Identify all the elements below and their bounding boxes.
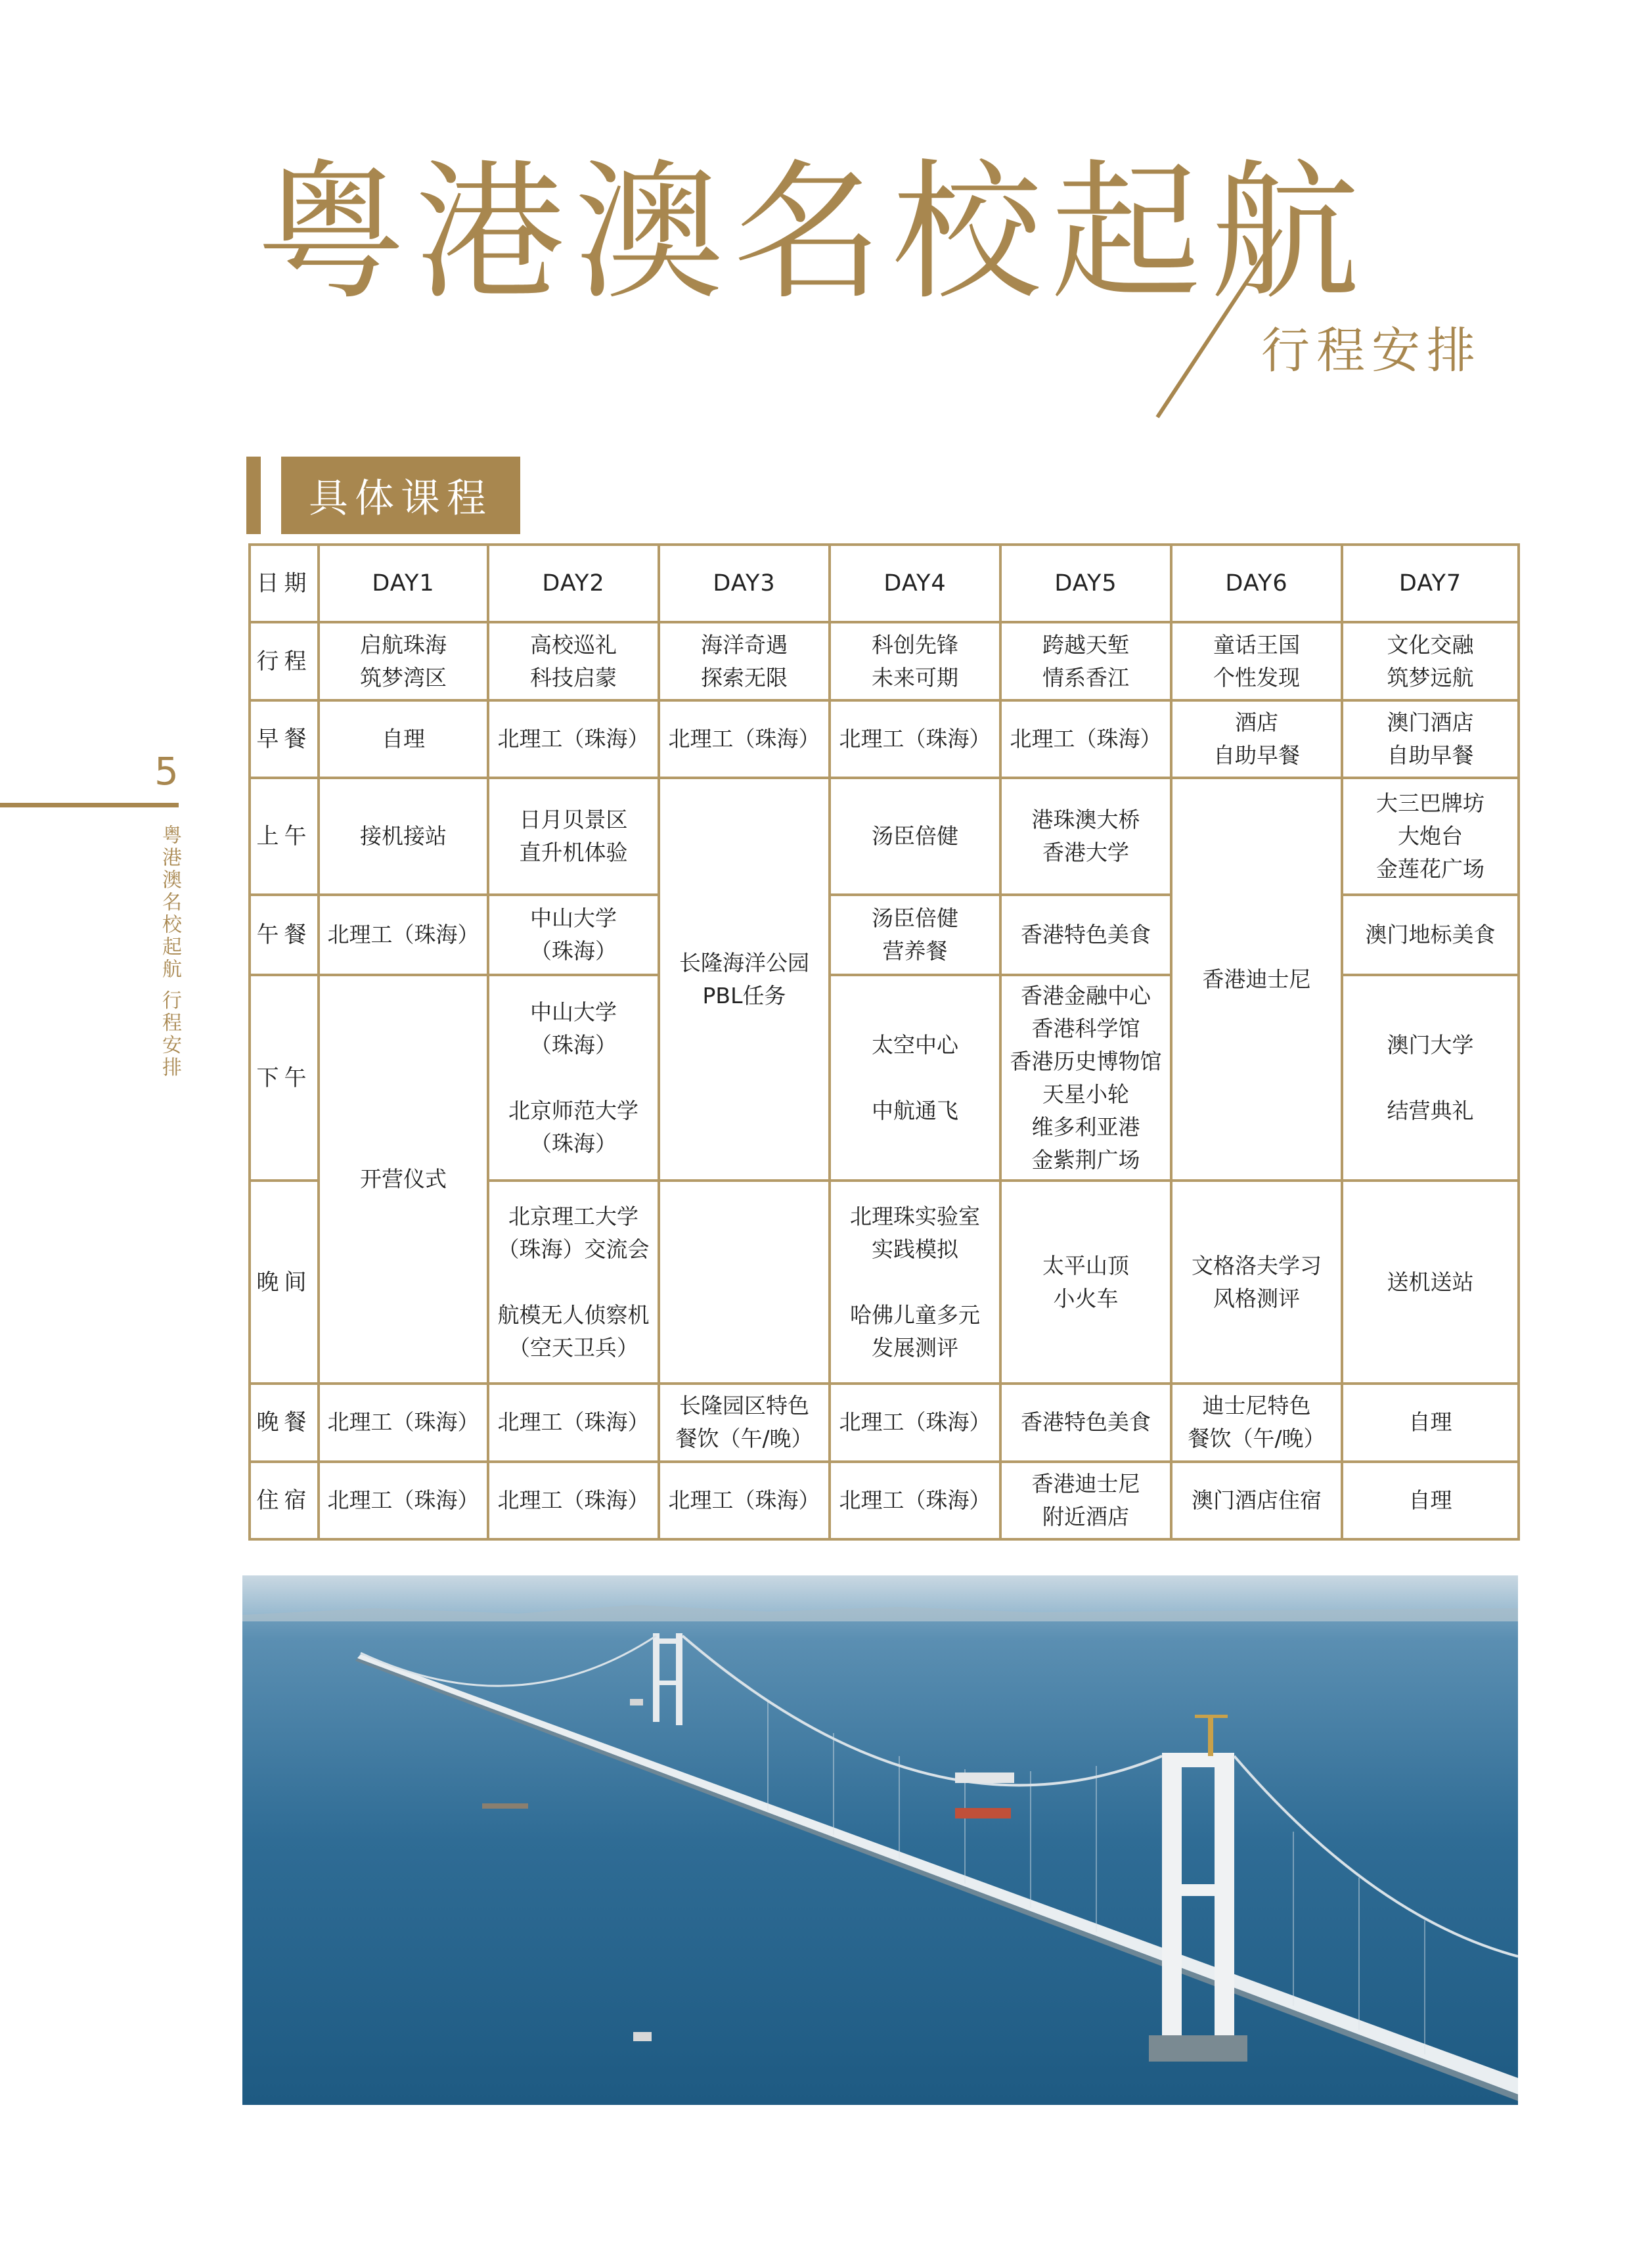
dinner-row [250, 1384, 1519, 1461]
table-cell: 送机送站 [1342, 1181, 1519, 1384]
day-header: DAY7 [1342, 545, 1519, 622]
table-cell: 北理工（珠海） [1000, 700, 1171, 778]
page-title: 粤港澳名校起航 [256, 145, 1369, 320]
table-cell: 澳门地标美食 [1342, 895, 1519, 975]
row-label: 上午 [250, 778, 319, 895]
corner-cell: 日期 [250, 545, 319, 622]
table-cell: 香港特色美食 [1000, 895, 1171, 975]
table-cell: 迪士尼特色 餐饮（午/晚） [1171, 1384, 1342, 1461]
side-running-text: 粤港澳名校起航 行程安排 [158, 824, 181, 1079]
table-cell: 启航珠海 筑梦湾区 [319, 622, 488, 700]
table-cell: 童话王国 个性发现 [1171, 622, 1342, 700]
row-label: 午餐 [250, 895, 319, 975]
table-cell: 科创先锋 未来可期 [830, 622, 1000, 700]
table-cell: 澳门酒店住宿 [1171, 1462, 1342, 1539]
table-cell: 海洋奇遇 探索无限 [659, 622, 830, 700]
table-cell: 自理 [1342, 1384, 1519, 1461]
day-header: DAY5 [1000, 545, 1171, 622]
day-header: DAY6 [1171, 545, 1342, 622]
table-cell: 汤臣倍健 [830, 778, 1000, 895]
day-header: DAY1 [319, 545, 488, 622]
row-label: 晚餐 [250, 1384, 319, 1461]
lodging-row [250, 1462, 1519, 1539]
table-cell: 北理工（珠海） [830, 1384, 1000, 1461]
table-cell: 香港迪士尼 附近酒店 [1000, 1462, 1171, 1539]
table-cell: 汤臣倍健 营养餐 [830, 895, 1000, 975]
table-cell: 中山大学 （珠海） [488, 895, 659, 975]
table-cell: 文化交融 筑梦远航 [1342, 622, 1519, 700]
section-title: 具体课程 [281, 457, 520, 534]
table-cell: 北理工（珠海） [659, 700, 830, 778]
breakfast-row [250, 700, 1519, 778]
row-label: 下午 [250, 975, 319, 1181]
table-cell: 自理 [1342, 1462, 1519, 1539]
table-cell: 北理工（珠海） [319, 1384, 488, 1461]
day-header: DAY2 [488, 545, 659, 622]
row-label: 晚间 [250, 1181, 319, 1384]
bridge-illustration [242, 1575, 1518, 2105]
page-number: 5 [154, 749, 179, 794]
table-cell: 北京理工大学 （珠海）交流会 航模无人侦察机 （空天卫兵） [488, 1181, 659, 1384]
table-cell: 接机接站 [319, 778, 488, 895]
section-accent-bar [246, 457, 261, 534]
table-cell: 北理珠实验室 实践模拟 哈佛儿童多元 发展测评 [830, 1181, 1000, 1384]
table-cell: 澳门大学 结营典礼 [1342, 975, 1519, 1181]
table-cell: 澳门酒店 自助早餐 [1342, 700, 1519, 778]
table-cell: 北理工（珠海） [488, 700, 659, 778]
decorative-diagonal-line [0, 0, 1652, 460]
header-row [250, 545, 1519, 622]
table-cell: 香港特色美食 [1000, 1384, 1171, 1461]
row-label: 行程 [250, 622, 319, 700]
table-cell: 跨越天堑 情系香江 [1000, 622, 1171, 700]
page-subtitle: 行程安排 [1261, 323, 1482, 379]
table-cell: 自理 [319, 700, 488, 778]
itinerary-row [250, 622, 1519, 700]
table-cell: 北理工（珠海） [319, 1462, 488, 1539]
day-header: DAY3 [659, 545, 830, 622]
table-cell: 中山大学 （珠海） 北京师范大学 （珠海） [488, 975, 659, 1181]
table-cell: 北理工（珠海） [488, 1462, 659, 1539]
row-label: 早餐 [250, 700, 319, 778]
table-cell: 太平山顶 小火车 [1000, 1181, 1171, 1384]
table-cell-merged: 长隆海洋公园 PBL任务 [659, 778, 830, 1181]
table-cell-empty [659, 1181, 830, 1384]
table-cell: 北理工（珠海） [659, 1462, 830, 1539]
table-cell: 日月贝景区 直升机体验 [488, 778, 659, 895]
table-cell: 大三巴牌坊 大炮台 金莲花广场 [1342, 778, 1519, 895]
table-cell: 香港金融中心 香港科学馆 香港历史博物馆 天星小轮 维多利亚港 金紫荆广场 [1000, 975, 1171, 1181]
day-header: DAY4 [830, 545, 1000, 622]
row-label: 住宿 [250, 1462, 319, 1539]
table-cell: 长隆园区特色 餐饮（午/晚） [659, 1384, 830, 1461]
table-cell: 酒店 自助早餐 [1171, 700, 1342, 778]
table-cell: 北理工（珠海） [830, 1462, 1000, 1539]
table-cell: 港珠澳大桥 香港大学 [1000, 778, 1171, 895]
schedule-table [248, 543, 1520, 1541]
table-cell: 北理工（珠海） [319, 895, 488, 975]
table-cell: 北理工（珠海） [830, 700, 1000, 778]
morning-row [250, 778, 1519, 895]
table-cell: 太空中心 中航通飞 [830, 975, 1000, 1181]
bridge-photo [242, 1575, 1518, 2105]
table-cell-merged: 开营仪式 [319, 975, 488, 1384]
table-cell: 高校巡礼 科技启蒙 [488, 622, 659, 700]
table-cell-merged: 香港迪士尼 [1171, 778, 1342, 1181]
table-cell: 文格洛夫学习 风格测评 [1171, 1181, 1342, 1384]
table-cell: 北理工（珠海） [488, 1384, 659, 1461]
side-rule [0, 803, 179, 807]
